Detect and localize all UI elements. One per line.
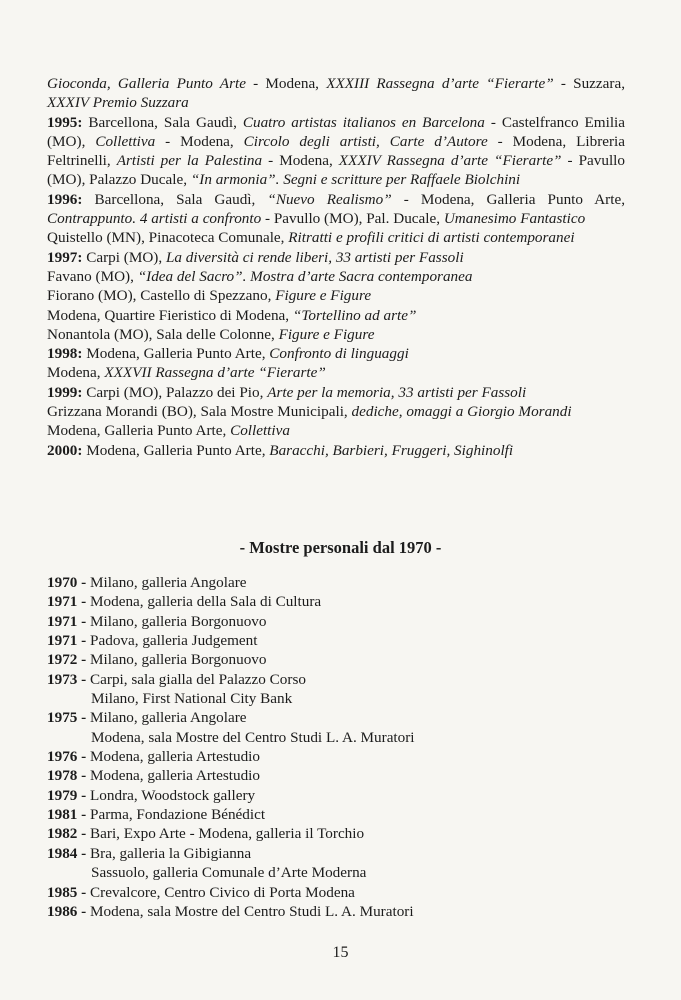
year-label: 1975 - xyxy=(47,709,87,727)
exhibition-title: Collettiva xyxy=(95,132,156,150)
exhibition-line xyxy=(47,306,625,325)
venue-text: - Modena, xyxy=(262,152,339,170)
year-label: 1971 - xyxy=(47,612,87,630)
exhibition-title: “Nuevo Realismo” xyxy=(267,190,392,208)
list-item xyxy=(47,902,607,921)
venue-text: Modena, Galleria Punto Arte, xyxy=(47,422,231,440)
list-item xyxy=(47,766,607,785)
venue-text: Carpi (MO), xyxy=(82,248,166,266)
year-label: 1972 - xyxy=(47,651,87,669)
exhibition-title: La diversità ci rende liberi, 33 artisti per Fassoli xyxy=(165,248,464,266)
exhibition-paragraph xyxy=(47,74,625,113)
exhibition-title: Arte per la memoria, 33 artisti per Fassoli xyxy=(267,383,527,401)
venue-text: Bari, Expo Arte - Modena, galleria il Torchio xyxy=(86,825,365,843)
exhibition-title: Artisti per la Palestina xyxy=(116,152,263,170)
list-item xyxy=(47,805,607,824)
list-item xyxy=(47,592,607,611)
exhibition-title: XXXIV Rassegna d’arte “Fierarte” xyxy=(338,152,562,170)
venue-text: Grizzana Morandi (BO), Sala Mostre Municipali, xyxy=(47,403,352,421)
venue-text: Modena, Galleria Punto Arte, xyxy=(82,345,270,363)
list-item xyxy=(47,708,607,727)
exhibition-title: Contrappunto. 4 artisti a confronto xyxy=(47,210,262,228)
list-item xyxy=(47,824,607,843)
exhibition-line xyxy=(47,363,625,382)
year-label: 1999: xyxy=(47,383,83,401)
venue-text: - Modena, Libreria Feltrinelli, xyxy=(47,132,626,170)
year-label: 1984 - xyxy=(47,844,87,862)
exhibition-title: Ritratti e profili critici di artisti contemporanei xyxy=(288,229,575,247)
venue-text: Modena, Galleria Punto Arte, xyxy=(82,441,270,459)
year-label: 1985 - xyxy=(47,883,87,901)
exhibition-title: Umanesimo Fantastico xyxy=(443,210,586,228)
venue-text: Modena, xyxy=(47,364,105,382)
list-item xyxy=(47,747,607,766)
venue-text: Parma, Fondazione Bénédict xyxy=(86,806,266,824)
year-label: 1995: xyxy=(47,113,83,131)
year-label: 1976 - xyxy=(47,748,87,766)
venue-text: Londra, Woodstock gallery xyxy=(86,786,256,804)
exhibition-title: Figure e Figure xyxy=(275,287,372,305)
venue-text: Crevalcore, Centro Civico di Porta Modena xyxy=(86,883,355,901)
venue-text: Barcellona, Sala Gaudì, xyxy=(82,113,243,131)
exhibition-line xyxy=(47,402,625,421)
venue-text: Padova, galleria Judgement xyxy=(86,632,258,650)
venue-text: - Pavullo (MO), Pal. Ducale, xyxy=(261,210,444,228)
year-label: 1997: xyxy=(47,248,83,266)
year-label: 2000: xyxy=(47,441,83,459)
venue-text: Modena, sala Mostre del Centro Studi L. A. Muratori xyxy=(91,728,415,746)
venue-text: Barcellona, Sala Gaudì, xyxy=(82,190,268,208)
venue-text: Sassuolo, galleria Comunale d’Arte Moderna xyxy=(91,864,367,882)
exhibition-title: Figure e Figure xyxy=(278,325,375,343)
exhibition-title: XXXIII Rassegna d’arte “Fierarte” xyxy=(326,75,554,92)
exhibition-paragraph-1995 xyxy=(47,113,625,190)
exhibition-paragraph-2000 xyxy=(47,441,625,460)
venue-text: Nonantola (MO), Sala delle Colonne, xyxy=(47,325,279,343)
exhibition-title: “Idea del Sacro”. Mostra d’arte Sacra contemporanea xyxy=(137,267,473,285)
year-label: 1970 - xyxy=(47,574,87,591)
list-item xyxy=(47,650,607,669)
exhibition-paragraph-1997 xyxy=(47,248,625,267)
list-item xyxy=(47,786,607,805)
venue-text: Bra, galleria la Gibigianna xyxy=(86,844,252,862)
venue-text: - Modena, xyxy=(245,75,327,92)
exhibition-title: Baracchi, Barbieri, Fruggeri, Sighinolfi xyxy=(269,441,514,459)
list-item xyxy=(47,689,607,708)
section-title: - Mostre personali dal 1970 - xyxy=(239,538,442,557)
venue-text: Quistello (MN), Pinacoteca Comunale, xyxy=(47,229,289,247)
year-label: 1979 - xyxy=(47,786,87,804)
exhibition-title: Collettiva xyxy=(230,422,290,440)
group-exhibitions-list xyxy=(47,74,625,460)
venue-text: Fiorano (MO), Castello di Spezzano, xyxy=(47,287,276,305)
exhibition-title: Confronto di linguaggi xyxy=(269,345,409,363)
list-item xyxy=(47,728,607,747)
year-label: 1981 - xyxy=(47,806,87,824)
year-label: 1986 - xyxy=(47,902,87,920)
exhibition-line xyxy=(47,325,625,344)
venue-text: Favano (MO), xyxy=(47,267,138,285)
list-item xyxy=(47,844,607,863)
exhibition-line xyxy=(47,228,625,247)
exhibition-line xyxy=(47,267,625,286)
year-label: 1971 - xyxy=(47,593,87,611)
list-item xyxy=(47,631,607,650)
exhibition-title: XXXVII Rassegna d’arte “Fierarte” xyxy=(104,364,326,382)
venue-text: Modena, galleria Artestudio xyxy=(86,748,261,766)
venue-text: Milano, galleria Borgonuovo xyxy=(86,612,267,630)
exhibition-title: “In armonia”. Segni e scritture per Raffaele Biolchini xyxy=(190,171,521,189)
exhibition-title: Cuatro artistas italianos en Barcelona xyxy=(242,113,485,131)
year-label: 1998: xyxy=(47,345,83,363)
exhibition-title: “Tortellino ad arte” xyxy=(292,306,417,324)
exhibition-paragraph-1996 xyxy=(47,190,625,229)
venue-text: Milano, galleria Angolare xyxy=(86,574,247,591)
venue-text: Carpi, sala gialla del Palazzo Corso xyxy=(86,670,306,688)
venue-text: Modena, galleria Artestudio xyxy=(86,767,261,785)
year-label: 1996: xyxy=(47,190,83,208)
venue-text: Carpi (MO), Palazzo dei Pio, xyxy=(82,383,268,401)
year-label: 1971 - xyxy=(47,632,87,650)
venue-text: Modena, Quartire Fieristico di Modena, xyxy=(47,306,293,324)
list-item xyxy=(47,573,607,592)
list-item xyxy=(47,612,607,631)
list-item xyxy=(47,863,607,882)
exhibition-paragraph-1999 xyxy=(47,383,625,402)
venue-text: - Pavullo (MO), Palazzo Ducale, xyxy=(47,152,625,189)
exhibition-line xyxy=(47,421,625,440)
exhibition-title: Circolo degli artisti, Carte d’Autore xyxy=(243,132,488,150)
venue-text: Modena, galleria della Sala di Cultura xyxy=(86,593,322,611)
venue-text: Modena, sala Mostre del Centro Studi L. A. Muratori xyxy=(86,902,414,920)
personal-exhibitions-list xyxy=(47,573,607,921)
year-label: 1973 - xyxy=(47,670,87,688)
year-label: 1982 - xyxy=(47,825,87,843)
venue-text: Milano, galleria Angolare xyxy=(86,709,247,727)
venue-text: - Modena, xyxy=(155,132,244,150)
venue-text: - Suzzara, xyxy=(553,75,625,92)
year-label: 1978 - xyxy=(47,767,87,785)
venue-text: Milano, galleria Borgonuovo xyxy=(86,651,267,669)
exhibition-title: dediche, omaggi a Giorgio Morandi xyxy=(351,403,572,421)
exhibition-title: Gioconda, Galleria Punto Arte xyxy=(47,75,246,92)
venue-text: Milano, First National City Bank xyxy=(91,690,293,708)
page-number: 15 xyxy=(332,944,349,961)
exhibition-paragraph-1998 xyxy=(47,344,625,363)
venue-text: - Castelfranco Emilia (MO), xyxy=(47,113,625,150)
venue-text: - Modena, Galleria Punto Arte, xyxy=(391,190,625,208)
list-item xyxy=(47,883,607,902)
exhibition-line xyxy=(47,286,625,305)
exhibition-title: XXXIV Premio Suzzara xyxy=(47,94,189,112)
list-item xyxy=(47,670,607,689)
